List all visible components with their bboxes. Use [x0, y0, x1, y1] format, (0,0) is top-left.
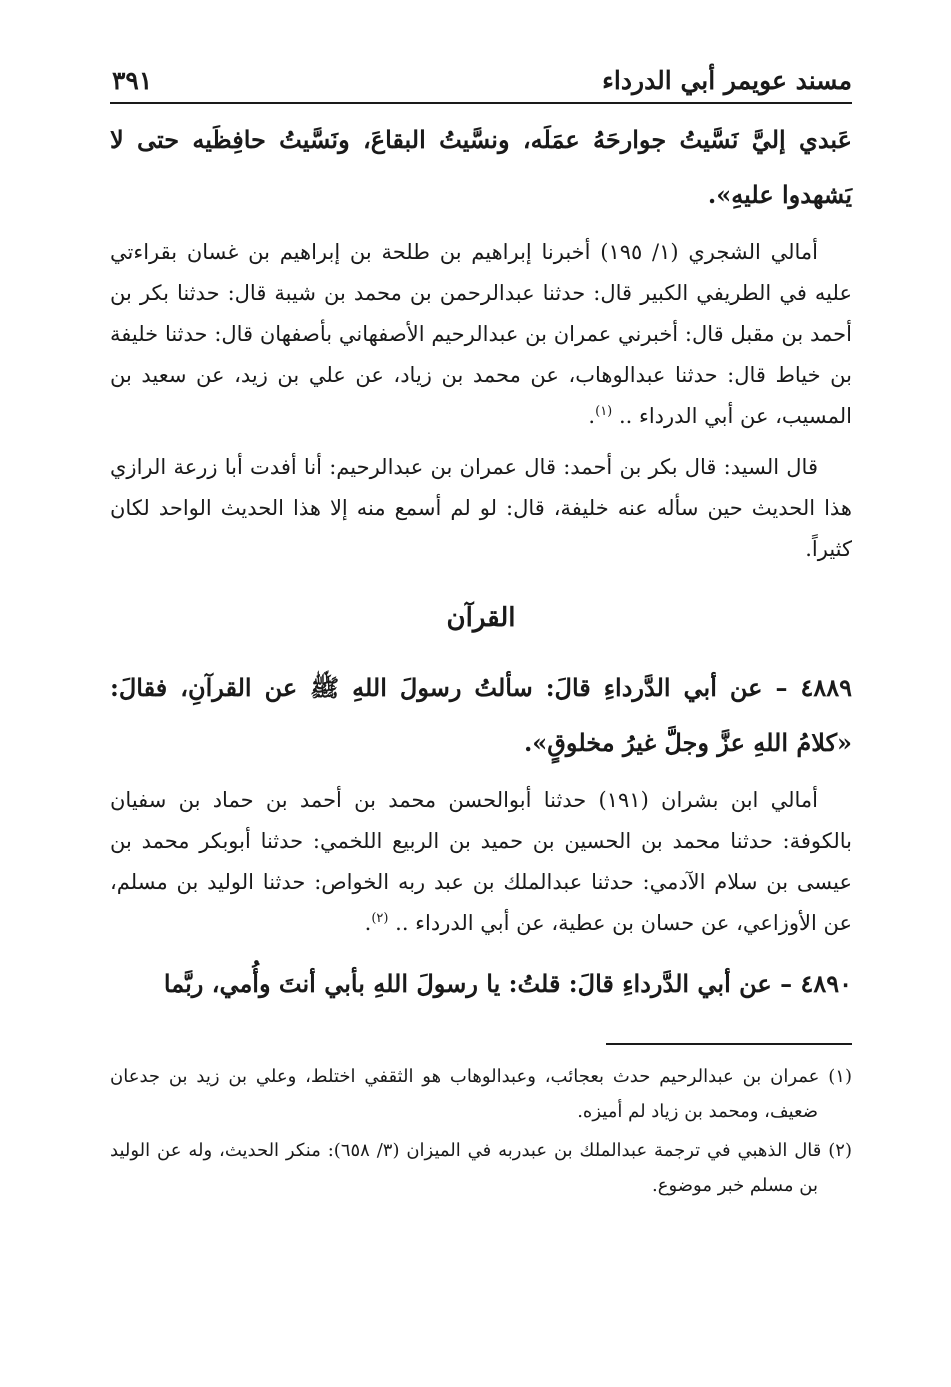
dash: – — [771, 969, 801, 998]
footnote-ref: (٢) — [371, 911, 389, 926]
footnote-text: عمران بن عبدالرحيم حدث بعجائب، وعبدالوهاب هو الثقفي اختلط، وعلي بن زيد بن جدعان ضعيف، ومحمد بن زياد لم أميزه. — [110, 1066, 820, 1122]
source-text: أمالي ابن بشران (١٩١) حدثنا أبوالحسن محمد بن أحمد بن حماد بن سفيان بالكوفة: حدثنا محمد بن الحسين بن حميد بن الربيع اللخمي: حدثنا أبوبكر محمد بن عيسى بن سلام الآدمي: حدثنا عبدالملك بن عبد ربه الخواص: حدثنا الوليد بن مسلم، عن الأوزاعي، عن حسان بن عطية، عن أبي الدرداء .. — [110, 788, 852, 935]
running-title: مسند عويمر أبي الدرداء — [602, 66, 852, 95]
footnote-divider — [606, 1043, 852, 1045]
footnote — [110, 1059, 852, 1129]
hadith-paragraph — [110, 956, 852, 1011]
space — [819, 1066, 828, 1087]
source-paragraph — [110, 232, 852, 437]
footnote — [110, 1133, 852, 1203]
period: . — [588, 404, 596, 428]
page-number: ٣٩١ — [112, 66, 153, 95]
hadith-paragraph — [110, 660, 852, 770]
hadith-text: عن أبي الدَّرداءِ قالَ: سألتُ رسولَ اللهِ ﷺ عن القرآنِ، فقالَ: «كلامُ اللهِ عزَّ وجلَّ غيرُ مخلوقٍ». — [110, 673, 852, 757]
space — [612, 404, 619, 428]
source-paragraph — [110, 447, 852, 570]
hadith-continuation — [110, 112, 852, 222]
source-text: أمالي الشجري (١/ ١٩٥) أخبرنا إبراهيم بن طلحة بن إبراهيم بن غسان بقراءتي عليه في الطريفي الكبير قال: حدثنا عبدالرحمن بن محمد بن شيبة قال: حدثنا بكر بن أحمد بن مقبل قال: أخبرني عمران بن عبدالرحيم الأصفهاني بأصفهان قال: حدثنا خليفة بن خياط قال: حدثنا عبدالوهاب، عن محمد بن زياد، عن علي بن زيد، عن سعيد بن المسيب، عن أبي الدرداء .. — [110, 240, 852, 428]
section-heading: القرآن — [446, 603, 516, 633]
book-page — [110, 62, 852, 1207]
body-text — [110, 112, 852, 1011]
period: . — [364, 911, 372, 935]
hadith-continuation-text: عَبدي إليَّ نَسَّيتُ جوارحَهُ عمَلَه، ونسَّيتُ البقاعَ، ونَسَّيتُ حافِظَيه حتى لا يَشهدوا عليهِ». — [110, 125, 852, 209]
source-text: قال السيد: قال بكر بن أحمد: قال عمران بن عبدالرحيم: أنا أفدت أبا زرعة الرازي هذا الحديث حين سأله عنه خليفة، قال: لو لم أسمع منه إلا هذا الحديث الواحد لكان كثيراً. — [110, 455, 852, 561]
hadith-text: عن أبي الدَّرداءِ قالَ: قلتُ: يا رسولَ اللهِ بأبي أنتَ وأُمي، ربَّما — [163, 969, 772, 998]
footnote-marker: (١) — [828, 1066, 852, 1087]
running-header — [110, 62, 852, 104]
source-paragraph — [110, 780, 852, 944]
hadith-number: ٤٨٩٠ — [800, 969, 852, 998]
footnote-marker: (٢) — [828, 1140, 852, 1161]
footnote-text: قال الذهبي في ترجمة عبدالملك بن عبدربه في الميزان (٣/ ٦٥٨): منكر الحديث، وله عن الوليد بن مسلم خبر موضوع. — [110, 1140, 822, 1196]
footnotes — [110, 1059, 852, 1203]
hadith-number: ٤٨٨٩ — [800, 673, 852, 702]
footnote-ref: (١) — [595, 404, 613, 419]
dash: – — [762, 673, 801, 702]
